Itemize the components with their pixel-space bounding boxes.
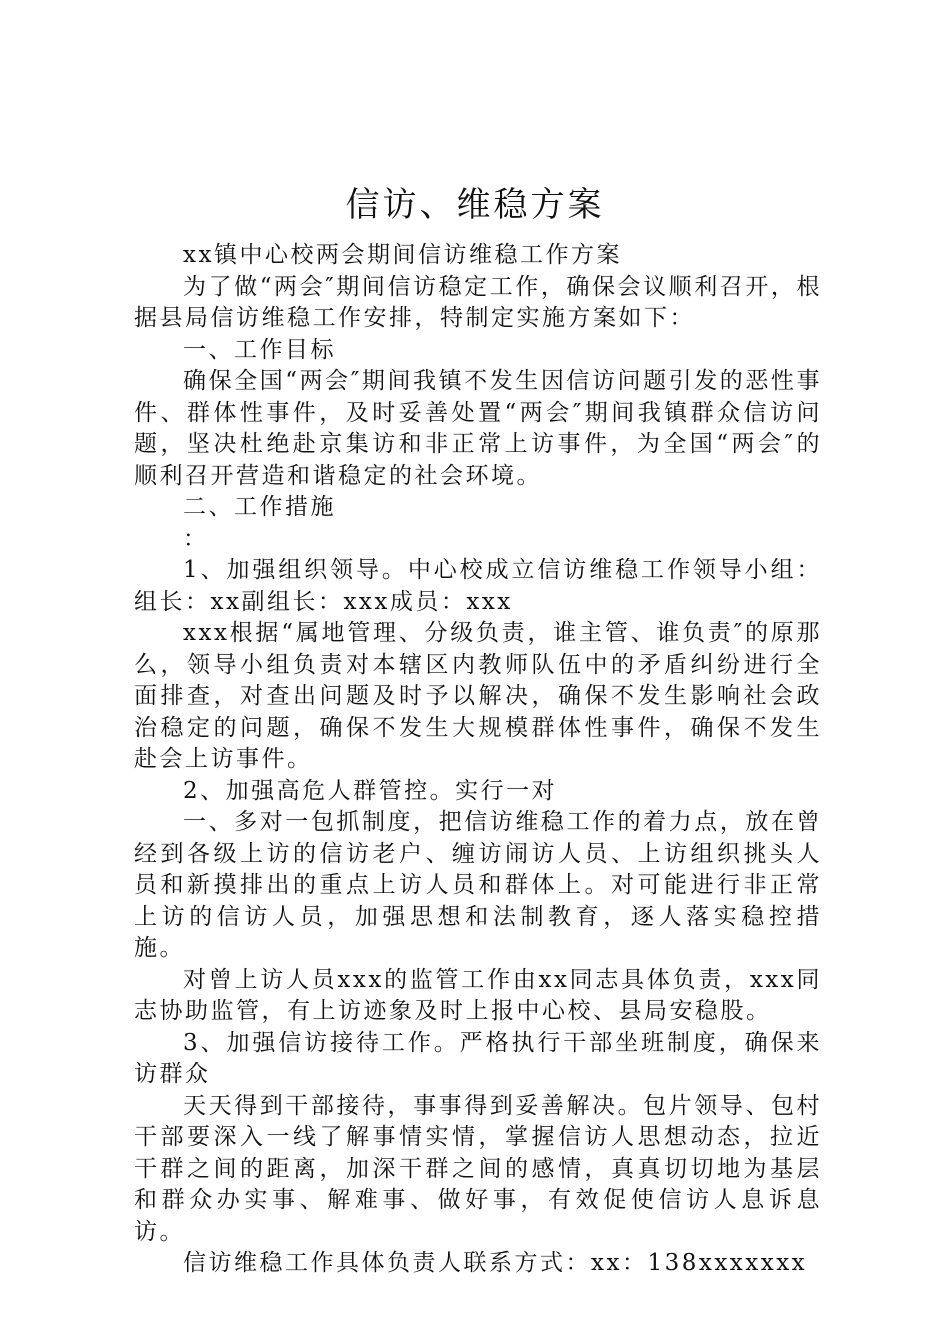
paragraph-measure-2: 2、加强高危人群管控。实行一对: [183, 777, 558, 804]
paragraph-colon: ：: [183, 525, 209, 552]
paragraph-subtitle: xx镇中心校两会期间信访维稳工作方案: [183, 242, 622, 268]
section-heading-measures: 二、工作措施: [183, 494, 336, 520]
paragraph-measure-3: 3、加强信访接待工作。严格执行干部坐班制度，确保来访群众: [134, 1029, 822, 1087]
paragraph-measure-1-detail: xxx根据“属地管理、分级负责，谁主管、谁负责″的原那么，领导小组负责对本辖区内教师队伍中的矛盾纠纷进行全面排查，对查出问题及时予以解决，确保不发生影响社会政治稳定的问题，确保不发生大规模群体性事件，确保不发生赴会上访事件。: [134, 620, 822, 772]
document-title: 信访、维稳方案: [345, 185, 605, 225]
paragraph-supervision: 对曾上访人员xxx的监管工作由xx同志具体负责，xxx同志协助监管，有上访迹象及时上报中心校、县局安稳股。: [134, 966, 822, 1024]
section-heading-goals: 一、工作目标: [183, 336, 336, 363]
paragraph-measure-1: 1、加强组织领导。中心校成立信访维稳工作领导小组：组长：xx副组长：xxx成员：xxx: [134, 557, 822, 615]
paragraph-goals: 确保全国“两会″期间我镇不发生因信访问题引发的恶性事件、群体性事件，及时妥善处置“两会″期间我镇群众信访问题，坚决杜绝赴京集访和非正常上访事件，为全国“两会″的顺利召开营造和谐稳定的社会环境。: [134, 368, 822, 489]
paragraph-intro: 为了做“两会″期间信访稳定工作，确保会议顺利召开，根据县局信访维稳工作安排，特制定实施方案如下：: [134, 273, 822, 331]
paragraph-contact: 信访维稳工作具体负责人联系方式：xx：138xxxxxxx: [183, 1250, 808, 1276]
paragraph-measure-2-detail: 一、多对一包抓制度，把信访维稳工作的着力点，放在曾经到各级上访的信访老户、缠访闹访人员、上访组织挑头人员和新摸排出的重点上访人员和群体上。对可能进行非正常上访的信访人员，加强思想和法制教育，逐人落实稳控措施。: [134, 809, 822, 961]
document-body: [134, 240, 822, 1280]
paragraph-measure-3-detail: 天天得到干部接待，事事得到妥善解决。包片领导、包村干部要深入一线了解事情实情，掌握信访人思想动态，拉近干群之间的距离，加深干群之间的感情，真真切切地为基层和群众办实事、解难事、做好事，有效促使信访人息诉息访。: [134, 1092, 822, 1245]
